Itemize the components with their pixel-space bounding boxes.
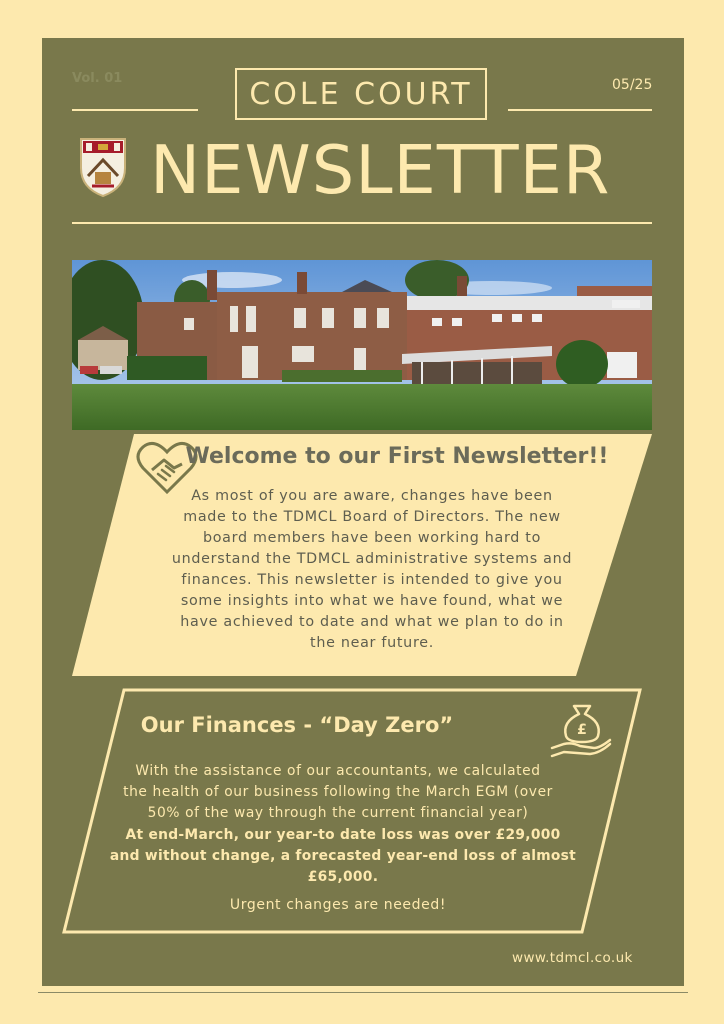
finances-highlight [108, 825, 578, 888]
welcome-line: board members have been working hard to [202, 530, 542, 546]
volume-label: Vol. 01 [72, 71, 123, 86]
website-link[interactable]: www.tdmcl.co.uk [512, 950, 633, 966]
brand-title: COLE COURT [235, 68, 487, 120]
finances-bold-line: At end-March, our year-to date loss was over £29,000 [125, 827, 561, 843]
building-photo [72, 260, 652, 430]
finances-line: the health of our business following the March EGM (over [123, 784, 553, 800]
welcome-line: finances. This newsletter is intended to give you [181, 572, 563, 588]
welcome-line: As most of you are aware, changes have been [191, 488, 553, 504]
welcome-line: have achieved to date and what we plan to do in [180, 614, 564, 630]
finances-line: With the assistance of our accountants, we calculated [135, 763, 541, 779]
finances-bold-line: £65,000. [307, 869, 379, 885]
welcome-heading: Welcome to our First Newsletter!! [185, 444, 609, 469]
finances-heading: Our Finances - “Day Zero” [140, 713, 454, 737]
crest-logo [78, 136, 128, 198]
finances-line: 50% of the way through the current financial year) [147, 805, 529, 821]
bottom-rule [38, 992, 688, 993]
welcome-line: the near future. [310, 635, 434, 651]
header-rule-right [508, 109, 652, 111]
title-rule [72, 222, 652, 224]
newsletter-title: NEWSLETTER [150, 131, 611, 209]
welcome-line: understand the TDMCL administrative systems and [171, 551, 573, 567]
newsletter-page [42, 38, 684, 986]
finances-text [108, 761, 568, 824]
finances-bold-line: and without change, a forecasted year-end loss of almost [109, 848, 577, 864]
header-rule-left [72, 109, 198, 111]
issue-date: 05/25 [612, 77, 653, 93]
svg-text:£: £ [577, 722, 587, 738]
welcome-line: some insights into what we have found, what we [180, 593, 564, 609]
welcome-text [142, 486, 602, 654]
money-bag-hand-icon [550, 698, 614, 758]
urgent-note: Urgent changes are needed! [229, 897, 447, 913]
welcome-line: made to the TDMCL Board of Directors. The new [183, 509, 561, 525]
